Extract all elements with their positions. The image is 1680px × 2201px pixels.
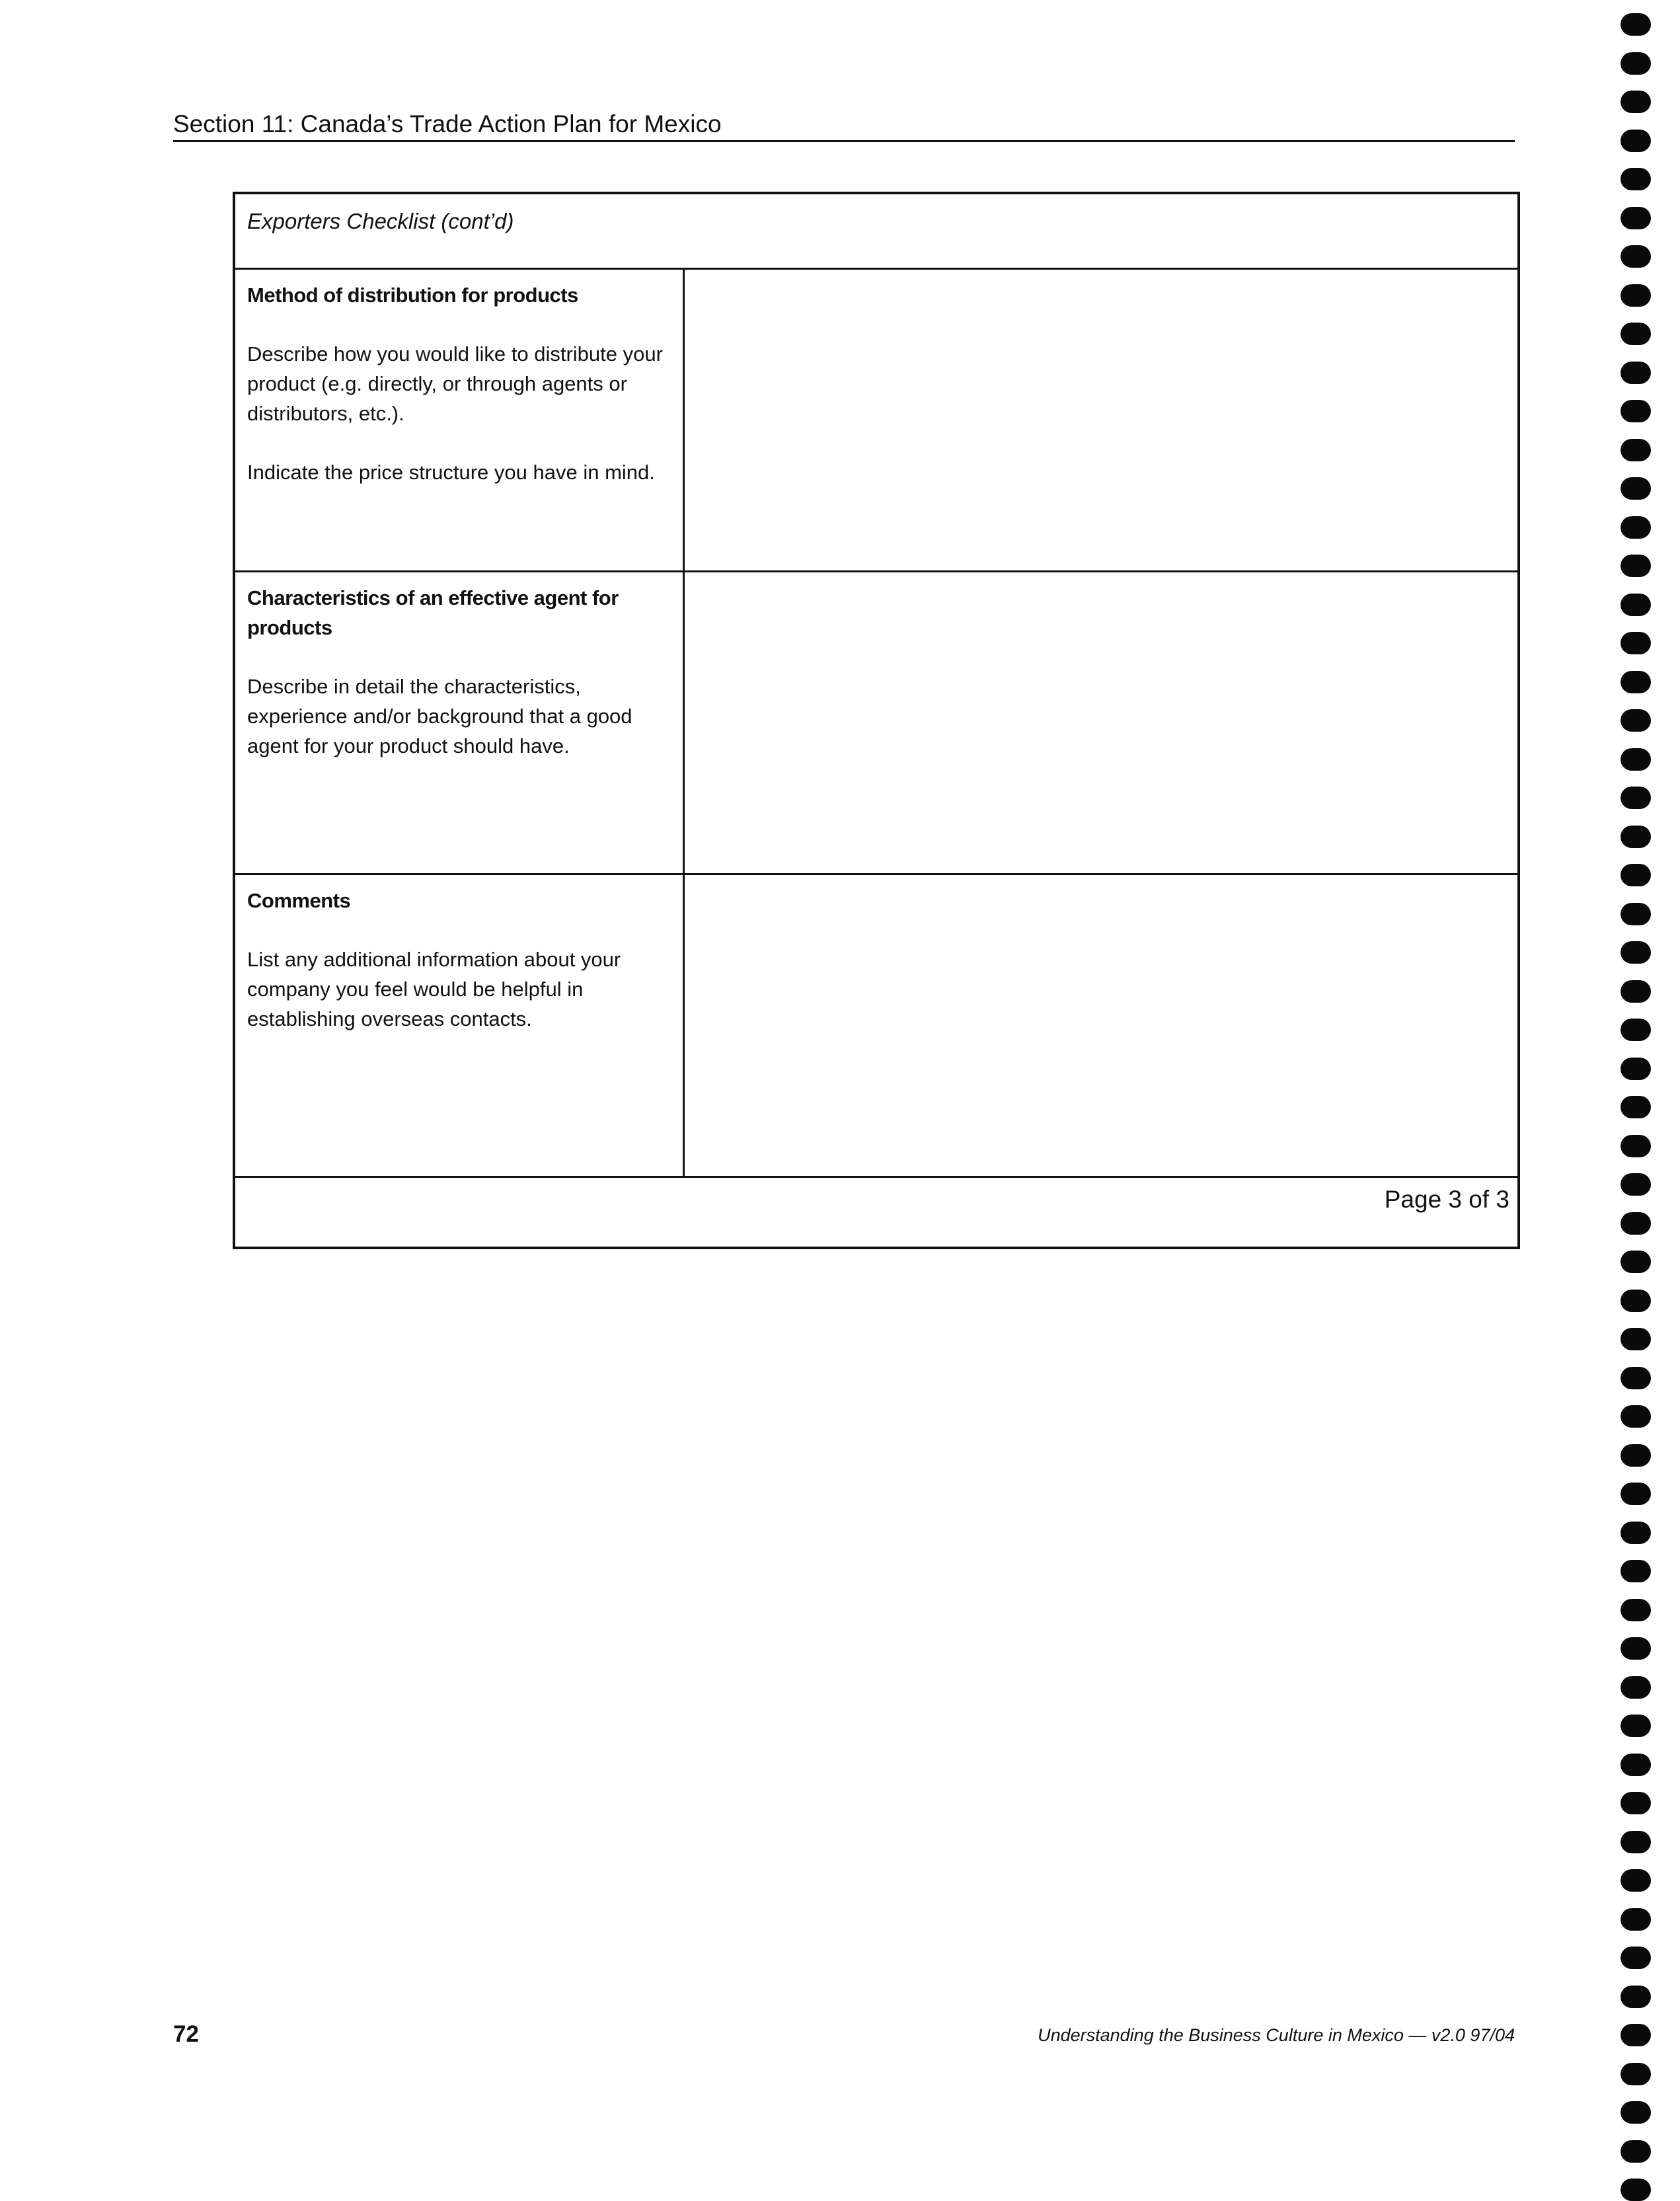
binding-hole <box>1621 671 1651 693</box>
publication-footer: Understanding the Business Culture in Mexico — v2.0 97/04 <box>1038 2025 1515 2045</box>
binding-hole <box>1621 1522 1651 1544</box>
form-title: Exporters Checklist (cont’d) <box>235 194 1517 270</box>
binding-hole <box>1621 1096 1651 1118</box>
binding-hole <box>1621 130 1651 152</box>
binding-hole <box>1621 941 1651 964</box>
binding-hole <box>1621 1483 1651 1505</box>
spiral-binding-holes <box>1621 0 1660 2200</box>
row-description: Describe in detail the characteristics, experience and/or background that a good agent for your product should have. <box>247 675 632 757</box>
binding-hole <box>1621 2101 1651 2124</box>
checklist-row-distribution <box>235 270 1517 572</box>
form-footer <box>235 1178 1517 1247</box>
binding-hole <box>1621 400 1651 422</box>
row-description: List any additional information about your company you feel would be helpful in establishing overseas contacts. <box>247 948 621 1030</box>
section-header: Section 11: Canada’s Trade Action Plan for Mexico <box>173 110 1515 142</box>
binding-hole <box>1621 748 1651 771</box>
binding-hole <box>1621 284 1651 307</box>
binding-hole <box>1621 2179 1651 2201</box>
binding-hole <box>1621 632 1651 654</box>
row-heading: Characteristics of an effective agent for products <box>247 586 619 639</box>
binding-hole <box>1621 1212 1651 1235</box>
binding-hole <box>1621 1947 1651 1969</box>
binding-hole <box>1621 1328 1651 1350</box>
binding-hole <box>1621 2024 1651 2046</box>
binding-hole <box>1621 980 1651 1003</box>
row-prompt-cell <box>235 875 685 1176</box>
row-prompt-cell <box>235 572 685 873</box>
binding-hole <box>1621 709 1651 732</box>
answer-field-comments[interactable] <box>685 875 1517 1176</box>
page-number: 72 <box>173 2021 199 2047</box>
binding-hole <box>1621 323 1651 345</box>
binding-hole <box>1621 1405 1651 1428</box>
binding-hole <box>1621 168 1651 190</box>
answer-field-distribution[interactable] <box>685 270 1517 570</box>
binding-hole <box>1621 1444 1651 1467</box>
binding-hole <box>1621 555 1651 577</box>
binding-hole <box>1621 91 1651 113</box>
binding-hole <box>1621 477 1651 500</box>
binding-hole <box>1621 1754 1651 1776</box>
binding-hole <box>1621 1715 1651 1737</box>
binding-hole <box>1621 1251 1651 1273</box>
binding-hole <box>1621 52 1651 75</box>
row-description: Indicate the price structure you have in mind. <box>247 461 655 484</box>
answer-field-agent[interactable] <box>685 572 1517 873</box>
binding-hole <box>1621 2063 1651 2085</box>
page-count: Page 3 of 3 <box>1384 1186 1509 1213</box>
binding-hole <box>1621 1908 1651 1931</box>
row-heading: Comments <box>247 889 351 912</box>
binding-hole <box>1621 1676 1651 1699</box>
row-heading: Method of distribution for products <box>247 284 578 307</box>
binding-hole <box>1621 1058 1651 1080</box>
binding-hole <box>1621 903 1651 925</box>
row-description: Describe how you would like to distribute your product (e.g. directly, or through agents or distributors, etc.). <box>247 342 663 425</box>
binding-hole <box>1621 1367 1651 1389</box>
binding-hole <box>1621 13 1651 36</box>
binding-hole <box>1621 826 1651 848</box>
binding-hole <box>1621 787 1651 809</box>
binding-hole <box>1621 516 1651 539</box>
binding-hole <box>1621 1135 1651 1157</box>
binding-hole <box>1621 207 1651 229</box>
binding-hole <box>1621 439 1651 461</box>
binding-hole <box>1621 1869 1651 1892</box>
binding-hole <box>1621 864 1651 886</box>
binding-hole <box>1621 1831 1651 1853</box>
binding-hole <box>1621 1986 1651 2008</box>
binding-hole <box>1621 1599 1651 1621</box>
binding-hole <box>1621 1792 1651 1814</box>
binding-hole <box>1621 362 1651 384</box>
exporters-checklist-form <box>233 192 1520 1249</box>
binding-hole <box>1621 1637 1651 1660</box>
binding-hole <box>1621 245 1651 268</box>
row-prompt-cell <box>235 270 685 570</box>
binding-hole <box>1621 2140 1651 2163</box>
checklist-row-agent <box>235 572 1517 875</box>
binding-hole <box>1621 1560 1651 1582</box>
binding-hole <box>1621 1019 1651 1041</box>
checklist-row-comments <box>235 875 1517 1178</box>
binding-hole <box>1621 594 1651 616</box>
binding-hole <box>1621 1173 1651 1196</box>
binding-hole <box>1621 1290 1651 1312</box>
